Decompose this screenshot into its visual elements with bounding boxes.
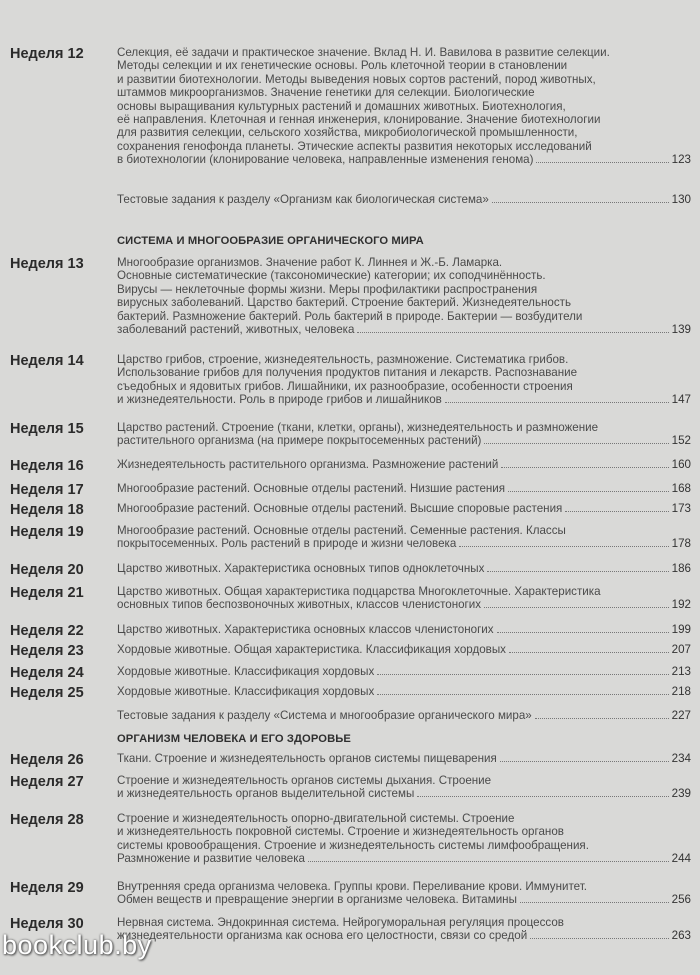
description-last-line <box>117 665 691 678</box>
watermark-logo: bookclub.by <box>2 930 152 960</box>
week-label: Неделя 20 <box>10 562 84 578</box>
page-number[interactable]: 256 <box>671 893 691 907</box>
dot-leader <box>565 511 668 512</box>
dot-leader <box>445 402 669 403</box>
dot-leader <box>484 607 669 608</box>
entry-description <box>117 193 691 206</box>
description-last-line <box>117 643 691 656</box>
page-number[interactable]: 173 <box>671 502 691 515</box>
page-number[interactable]: 147 <box>671 393 691 407</box>
page-number[interactable]: 213 <box>671 665 691 678</box>
entry-description <box>117 458 691 471</box>
entry-description <box>117 880 691 907</box>
dot-leader <box>308 861 669 862</box>
week-label: Неделя 15 <box>10 421 84 437</box>
dot-leader <box>487 571 668 572</box>
entry-description <box>117 585 691 612</box>
week-label: Неделя 28 <box>10 812 84 828</box>
page-number[interactable]: 227 <box>671 709 691 722</box>
description-line: Царство животных. Характеристика основных классов членистоногих <box>117 623 494 636</box>
week-label: Неделя 24 <box>10 665 84 681</box>
description-line: заболеваний растений, животных, человека <box>117 323 355 337</box>
section-heading: ОРГАНИЗМ ЧЕЛОВЕКА И ЕГО ЗДОРОВЬЕ <box>117 733 351 745</box>
description-line: её направления. Клеточная и генная инженерия, клонирование. Значение биотехнологии <box>117 113 601 127</box>
description-line: Основные систематические (таксономические) категории; их соподчинённость. <box>117 269 546 283</box>
entry-description <box>117 752 691 765</box>
entry-description <box>117 774 691 801</box>
description-line: Царство животных. Общая характеристика подцарства Многоклеточные. Характеристика <box>117 585 601 598</box>
description-line: Размножение и развитие человека <box>117 852 305 866</box>
description-last-line <box>117 893 691 906</box>
dot-leader <box>492 202 669 203</box>
page-number[interactable]: 192 <box>671 598 691 612</box>
dot-leader <box>377 694 668 695</box>
page-number[interactable]: 218 <box>671 685 691 698</box>
dot-leader <box>509 652 669 653</box>
page-number[interactable]: 168 <box>671 482 691 495</box>
description-line: Многообразие растений. Основные отделы растений. Низшие растения <box>117 482 506 495</box>
description-line: Царство растений. Строение (ткани, клетки, органы), жизнедеятельность и размножение <box>117 421 599 434</box>
page-number[interactable]: 123 <box>671 153 691 167</box>
description-line: Хордовые животные. Общая характеристика. Классификация хордовых <box>117 643 506 656</box>
description-last-line <box>117 153 691 166</box>
page-number[interactable]: 239 <box>671 787 691 801</box>
description-last-line <box>117 852 691 865</box>
description-last-line <box>117 562 691 575</box>
page-number[interactable]: 244 <box>671 852 691 866</box>
description-line: для развития селекции, сельского хозяйства, микробиологической промышленности, <box>117 126 578 140</box>
description-line: Тестовые задания к разделу «Система и многообразие органического мира» <box>117 709 532 722</box>
description-line: Ткани. Строение и жизнедеятельность органов системы пищеварения <box>117 752 497 765</box>
description-last-line <box>117 787 691 800</box>
week-label: Неделя 27 <box>10 774 84 790</box>
description-line: Хордовые животные. Классификация хордовых <box>117 685 375 698</box>
description-line: Строение и жизнедеятельность опорно-двигательной системы. Строение <box>117 812 515 825</box>
description-line: в биотехнологии (клонирование человека, направленные изменения генома) <box>117 153 534 167</box>
description-line: Методы селекции и их генетические основы. Роль клеточной теории в становлении <box>117 59 568 73</box>
description-line: Хордовые животные. Классификация хордовых <box>117 665 375 678</box>
entry-description <box>117 665 691 678</box>
description-line: и жизнедеятельности. Роль в природе грибов и лишайников <box>117 393 442 407</box>
dot-leader <box>484 443 668 444</box>
week-label: Неделя 30 <box>10 916 84 932</box>
description-line: покрытосеменных. Роль растений в природе и жизни человека <box>117 537 457 551</box>
description-line: системы кровообращения. Строение и жизнедеятельность системы лимфообращения. <box>117 838 589 852</box>
entry-description <box>117 709 691 722</box>
description-line: и жизнедеятельность органов выделительной системы <box>117 787 415 801</box>
page-number[interactable]: 139 <box>671 323 691 337</box>
description-last-line <box>117 393 691 406</box>
dot-leader <box>497 632 669 633</box>
entry-description <box>117 685 691 698</box>
page-number[interactable]: 186 <box>671 562 691 575</box>
description-line: Вирусы — неклеточные формы жизни. Меры профилактики распространения <box>117 282 538 296</box>
description-line: основы выращивания культурных растений и домашних животных. Биотехнология, <box>117 99 566 113</box>
description-line: Многообразие растений. Основные отделы растений. Высшие споровые растения <box>117 502 563 515</box>
section-heading: СИСТЕМА И МНОГООБРАЗИЕ ОРГАНИЧЕСКОГО МИРА <box>117 235 424 247</box>
description-line: Царство животных. Характеристика основных типов одноклеточных <box>117 562 485 575</box>
description-line: Жизнедеятельность растительного организма. Размножение растений <box>117 458 499 471</box>
description-last-line <box>117 623 691 636</box>
description-last-line <box>117 434 691 447</box>
page-number[interactable]: 207 <box>671 643 691 656</box>
entry-description <box>117 524 691 551</box>
description-line: съедобных и ядовитых грибов. Лишайники, их разнообразие, особенности строения <box>117 379 573 393</box>
description-line: Многообразие организмов. Значение работ К. Линнея и Ж.-Б. Ламарка. <box>117 256 503 269</box>
week-label: Неделя 18 <box>10 502 84 518</box>
description-line: Многообразие растений. Основные отделы растений. Семенные растения. Классы <box>117 524 566 537</box>
page-number[interactable]: 234 <box>671 752 691 765</box>
description-line: вирусных заболеваний. Царство бактерий. Строение бактерий. Жизнедеятельность <box>117 296 571 310</box>
description-line: и жизнедеятельность покровной системы. Строение и жизнедеятельность органов <box>117 825 564 839</box>
description-line: бактерий. Размножение бактерий. Роль бактерий в природе. Бактерии — возбудители <box>117 309 583 323</box>
description-line: растительного организма (на примере покрытосеменных растений) <box>117 434 482 448</box>
week-label: Неделя 12 <box>10 46 84 62</box>
dot-leader <box>417 796 668 797</box>
week-label: Неделя 22 <box>10 623 84 639</box>
dot-leader <box>530 938 668 939</box>
description-last-line <box>117 502 691 515</box>
entry-description <box>117 916 691 943</box>
dot-leader <box>459 546 668 547</box>
entry-description <box>117 421 691 448</box>
week-label: Неделя 25 <box>10 685 84 701</box>
week-label: Неделя 14 <box>10 353 84 369</box>
page-number[interactable]: 263 <box>671 929 691 943</box>
dot-leader <box>520 902 669 903</box>
description-line: Использование грибов для получения продуктов питания и лекарств. Распознавание <box>117 366 578 380</box>
description-line: сохранения генофонда планеты. Этические аспекты развития некоторых исследований <box>117 139 592 153</box>
description-line: Царство грибов, строение, жизнедеятельность, размножение. Систематика грибов. <box>117 353 569 366</box>
week-label: Неделя 26 <box>10 752 84 768</box>
dot-leader <box>500 761 669 762</box>
week-label: Неделя 21 <box>10 585 84 601</box>
description-line: и развитии биотехнологии. Методы выведения новых сортов растений, пород животных, <box>117 72 596 86</box>
description-line: жизнедеятельности организма как основа его целостности, связи со средой <box>117 929 528 943</box>
dot-leader <box>377 674 668 675</box>
description-last-line <box>117 537 691 550</box>
page-number[interactable]: 130 <box>671 193 691 206</box>
entry-description <box>117 482 691 495</box>
description-line: Обмен веществ и превращение энергии в организме человека. Витамины <box>117 893 517 907</box>
description-last-line <box>117 598 691 611</box>
description-last-line <box>117 323 691 336</box>
dot-leader <box>508 491 669 492</box>
page-number[interactable]: 178 <box>671 537 691 551</box>
week-label: Неделя 16 <box>10 458 84 474</box>
week-label: Неделя 13 <box>10 256 84 272</box>
description-last-line <box>117 709 691 722</box>
description-last-line <box>117 752 691 765</box>
entry-description <box>117 562 691 575</box>
week-label: Неделя 29 <box>10 880 84 896</box>
page-number[interactable]: 199 <box>671 623 691 636</box>
entry-description <box>117 502 691 515</box>
description-line: Тестовые задания к разделу «Организм как биологическая система» <box>117 193 489 206</box>
description-line: Селекция, её задачи и практическое значение. Вклад Н. И. Вавилова в развитие селекции. <box>117 46 610 59</box>
description-line: основных типов беспозвоночных животных, классов членистоногих <box>117 598 482 612</box>
entry-description <box>117 46 691 167</box>
description-last-line <box>117 685 691 698</box>
dot-leader <box>501 467 668 468</box>
description-line: Нервная система. Эндокринная система. Нейрогуморальная регуляция процессов <box>117 916 564 929</box>
dot-leader <box>357 332 668 333</box>
description-line: штаммов микроорганизмов. Значение генетики для селекции. Биологические <box>117 86 535 100</box>
entry-description <box>117 256 691 336</box>
description-last-line <box>117 482 691 495</box>
description-last-line <box>117 193 691 206</box>
entry-description <box>117 643 691 656</box>
dot-leader <box>535 718 669 719</box>
description-line: Строение и жизнедеятельность органов системы дыхания. Строение <box>117 774 492 787</box>
description-line: Внутренняя среда организма человека. Группы крови. Переливание крови. Иммунитет. <box>117 880 587 893</box>
description-last-line <box>117 458 691 471</box>
week-label: Неделя 23 <box>10 643 84 659</box>
description-last-line <box>117 929 691 942</box>
week-label: Неделя 19 <box>10 524 84 540</box>
entry-description <box>117 623 691 636</box>
entry-description <box>117 812 691 866</box>
week-label: Неделя 17 <box>10 482 84 498</box>
page-number[interactable]: 152 <box>671 434 691 448</box>
dot-leader <box>536 162 668 163</box>
entry-description <box>117 353 691 407</box>
page-number[interactable]: 160 <box>671 458 691 471</box>
